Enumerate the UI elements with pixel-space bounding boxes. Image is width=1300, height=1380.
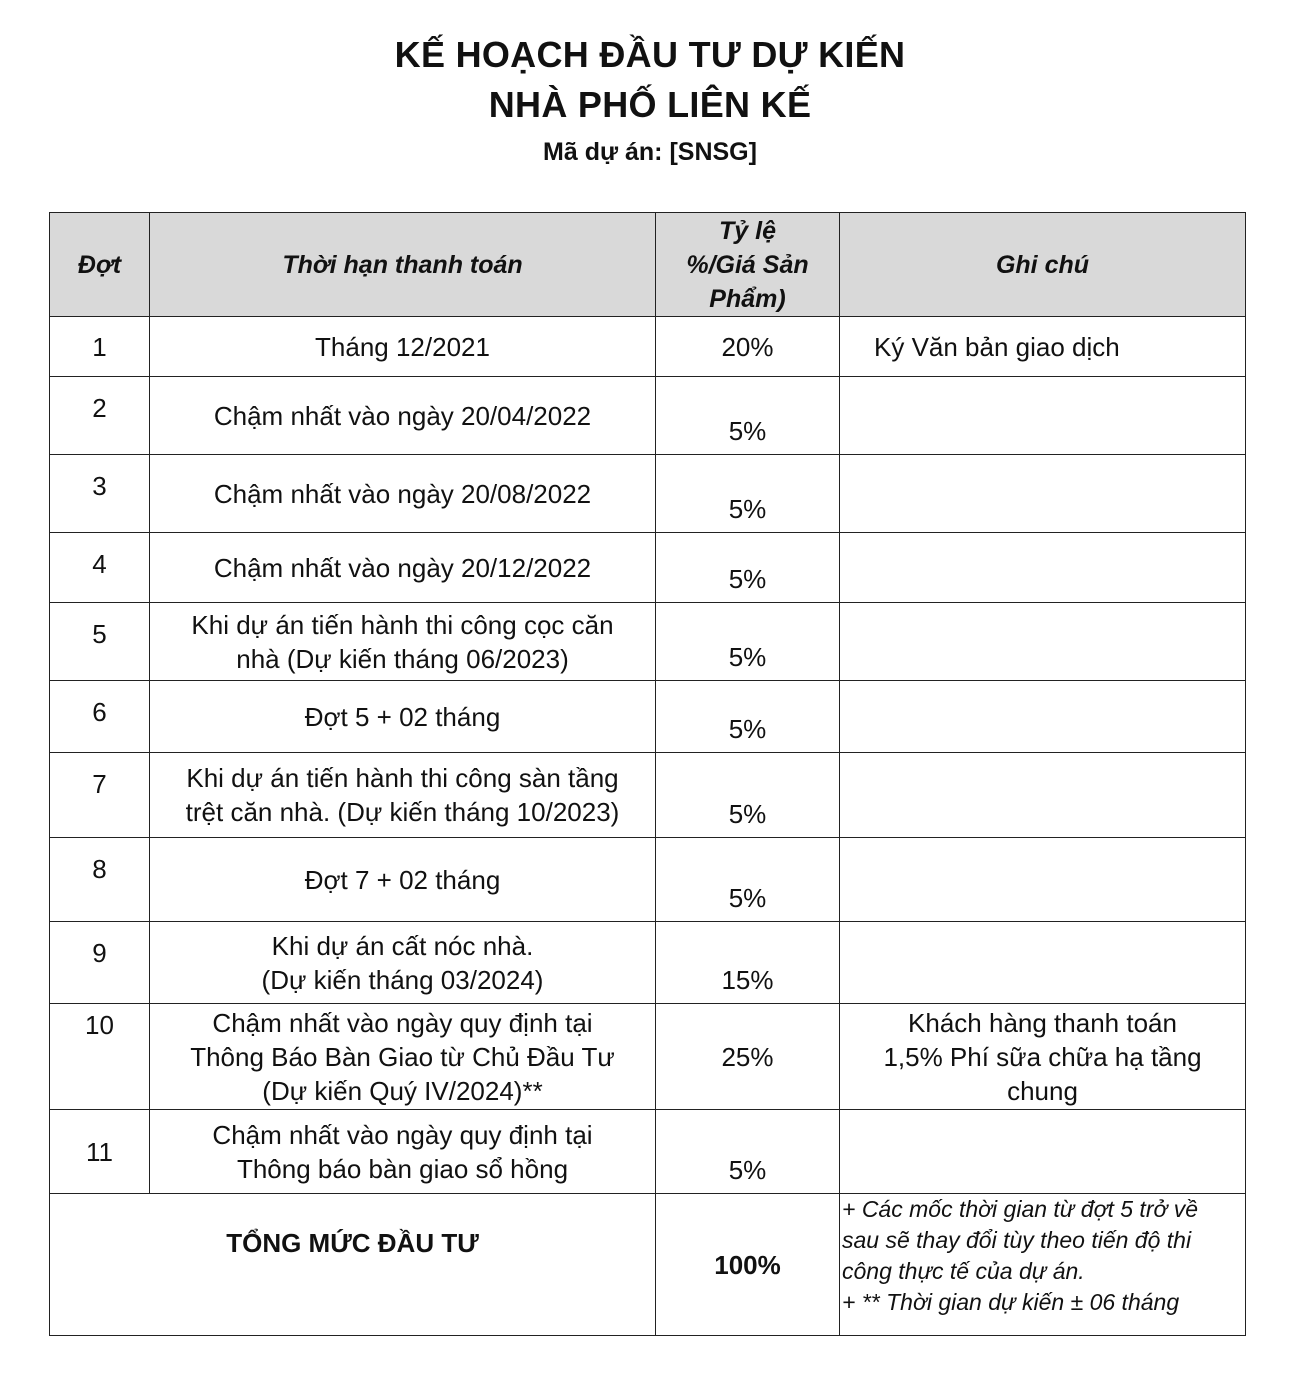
total-note-line: sau sẽ thay đổi tùy theo tiến độ thi — [842, 1227, 1192, 1253]
payment-rate: 5% — [656, 603, 840, 681]
installment-number: 10 — [50, 1004, 150, 1110]
payment-term-line: (Dự kiến tháng 03/2024) — [261, 964, 544, 995]
project-code: Mã dự án: [SNSG] — [543, 138, 757, 166]
payment-note — [840, 317, 1246, 377]
payment-term-line: Đợt 7 + 02 tháng — [304, 864, 501, 895]
payment-term-line: Chậm nhất vào ngày 20/12/2022 — [213, 552, 592, 583]
payment-term-line: Đợt 5 + 02 tháng — [304, 701, 501, 732]
installment-number: 2 — [50, 377, 150, 455]
column-header-rate-line2: %/Giá Sản — [686, 250, 809, 279]
payment-term — [150, 753, 656, 838]
total-note-line: + Các mốc thời gian từ đợt 5 trở về — [842, 1196, 1199, 1222]
installment-number: 9 — [50, 922, 150, 1004]
payment-note-line: Ký Văn bản giao dịch — [874, 331, 1120, 362]
payment-note — [840, 681, 1246, 753]
payment-rate: 5% — [656, 377, 840, 455]
column-header-rate-line1: Tỷ lệ — [719, 216, 776, 245]
payment-term-line: Chậm nhất vào ngày quy định tại — [212, 1119, 593, 1150]
payment-term — [150, 377, 656, 455]
table-row — [50, 753, 1246, 838]
column-header-no: Đợt — [50, 213, 150, 317]
payment-term-line: Tháng 12/2021 — [315, 331, 490, 362]
payment-term — [150, 681, 656, 753]
installment-number: 6 — [50, 681, 150, 753]
payment-note — [840, 1004, 1246, 1110]
payment-rate: 20% — [656, 317, 840, 377]
installment-number: 5 — [50, 603, 150, 681]
installment-number: 1 — [50, 317, 150, 377]
payment-term-line: Chậm nhất vào ngày 20/04/2022 — [213, 400, 592, 431]
payment-term — [150, 922, 656, 1004]
payment-term-line: Chậm nhất vào ngày quy định tại — [212, 1007, 593, 1038]
table-row — [50, 317, 1246, 377]
table-row — [50, 455, 1246, 533]
payment-term-line: (Dự kiến Quý IV/2024)** — [262, 1075, 543, 1106]
payment-rate: 5% — [656, 681, 840, 753]
payment-term-line: nhà (Dự kiến tháng 06/2023) — [236, 643, 569, 674]
column-header-rate-line3: Phẩm) — [709, 284, 786, 313]
payment-term-line: Chậm nhất vào ngày 20/08/2022 — [213, 478, 592, 509]
table-row — [50, 603, 1246, 681]
total-row — [50, 1194, 1246, 1336]
total-rate: 100% — [656, 1194, 840, 1336]
payment-note-line: Khách hàng thanh toán — [908, 1007, 1177, 1038]
payment-note — [840, 753, 1246, 838]
payment-rate: 5% — [656, 753, 840, 838]
payment-term — [150, 317, 656, 377]
payment-term-line: Thông Báo Bàn Giao từ Chủ Đầu Tư — [190, 1041, 615, 1072]
payment-note — [840, 838, 1246, 922]
column-header-term: Thời hạn thanh toán — [150, 213, 656, 317]
installment-number: 8 — [50, 838, 150, 922]
payment-note — [840, 1110, 1246, 1194]
payment-note-line: 1,5% Phí sữa chữa hạ tầng — [883, 1041, 1202, 1072]
table-header-row — [50, 213, 1246, 317]
payment-term — [150, 1004, 656, 1110]
payment-term-line: Khi dự án tiến hành thi công cọc căn — [191, 609, 614, 640]
payment-note — [840, 455, 1246, 533]
payment-term — [150, 1110, 656, 1194]
column-header-note: Ghi chú — [840, 213, 1246, 317]
payment-term-line: Thông báo bàn giao sổ hồng — [236, 1153, 569, 1184]
payment-term-line: Khi dự án cất nóc nhà. — [271, 930, 534, 961]
payment-note — [840, 377, 1246, 455]
table-row — [50, 1004, 1246, 1110]
payment-note — [840, 922, 1246, 1004]
payment-term — [150, 603, 656, 681]
payment-term — [150, 838, 656, 922]
payment-term — [150, 533, 656, 603]
payment-schedule-table — [49, 212, 1246, 1336]
column-header-rate — [656, 213, 840, 317]
payment-note — [840, 533, 1246, 603]
payment-rate: 5% — [656, 1110, 840, 1194]
installment-number: 4 — [50, 533, 150, 603]
payment-term-line: Khi dự án tiến hành thi công sàn tầng — [186, 763, 619, 793]
table-row — [50, 1110, 1246, 1194]
title-line-1: KẾ HOẠCH ĐẦU TƯ DỰ KIẾN — [394, 34, 906, 75]
payment-rate: 5% — [656, 455, 840, 533]
table-row — [50, 377, 1246, 455]
total-label: TỔNG MỨC ĐẦU TƯ — [50, 1194, 656, 1336]
total-note — [840, 1194, 1246, 1336]
installment-number: 7 — [50, 753, 150, 838]
table-row — [50, 681, 1246, 753]
payment-term — [150, 455, 656, 533]
installment-number: 11 — [50, 1110, 150, 1194]
payment-note-line: chung — [1007, 1075, 1078, 1106]
table-row — [50, 838, 1246, 922]
payment-rate: 5% — [656, 533, 840, 603]
payment-term-line: trệt căn nhà. (Dự kiến tháng 10/2023) — [185, 797, 620, 827]
title-line-2: NHÀ PHỐ LIÊN KẾ — [488, 84, 812, 125]
payment-rate: 15% — [656, 922, 840, 1004]
document-header — [0, 30, 1300, 174]
total-note-line: công thực tế của dự án. — [842, 1258, 1085, 1284]
payment-rate: 25% — [656, 1004, 840, 1110]
table-row — [50, 922, 1246, 1004]
payment-rate: 5% — [656, 838, 840, 922]
payment-note — [840, 603, 1246, 681]
table-row — [50, 533, 1246, 603]
installment-number: 3 — [50, 455, 150, 533]
total-note-line: + ** Thời gian dự kiến ± 06 tháng — [842, 1289, 1180, 1315]
